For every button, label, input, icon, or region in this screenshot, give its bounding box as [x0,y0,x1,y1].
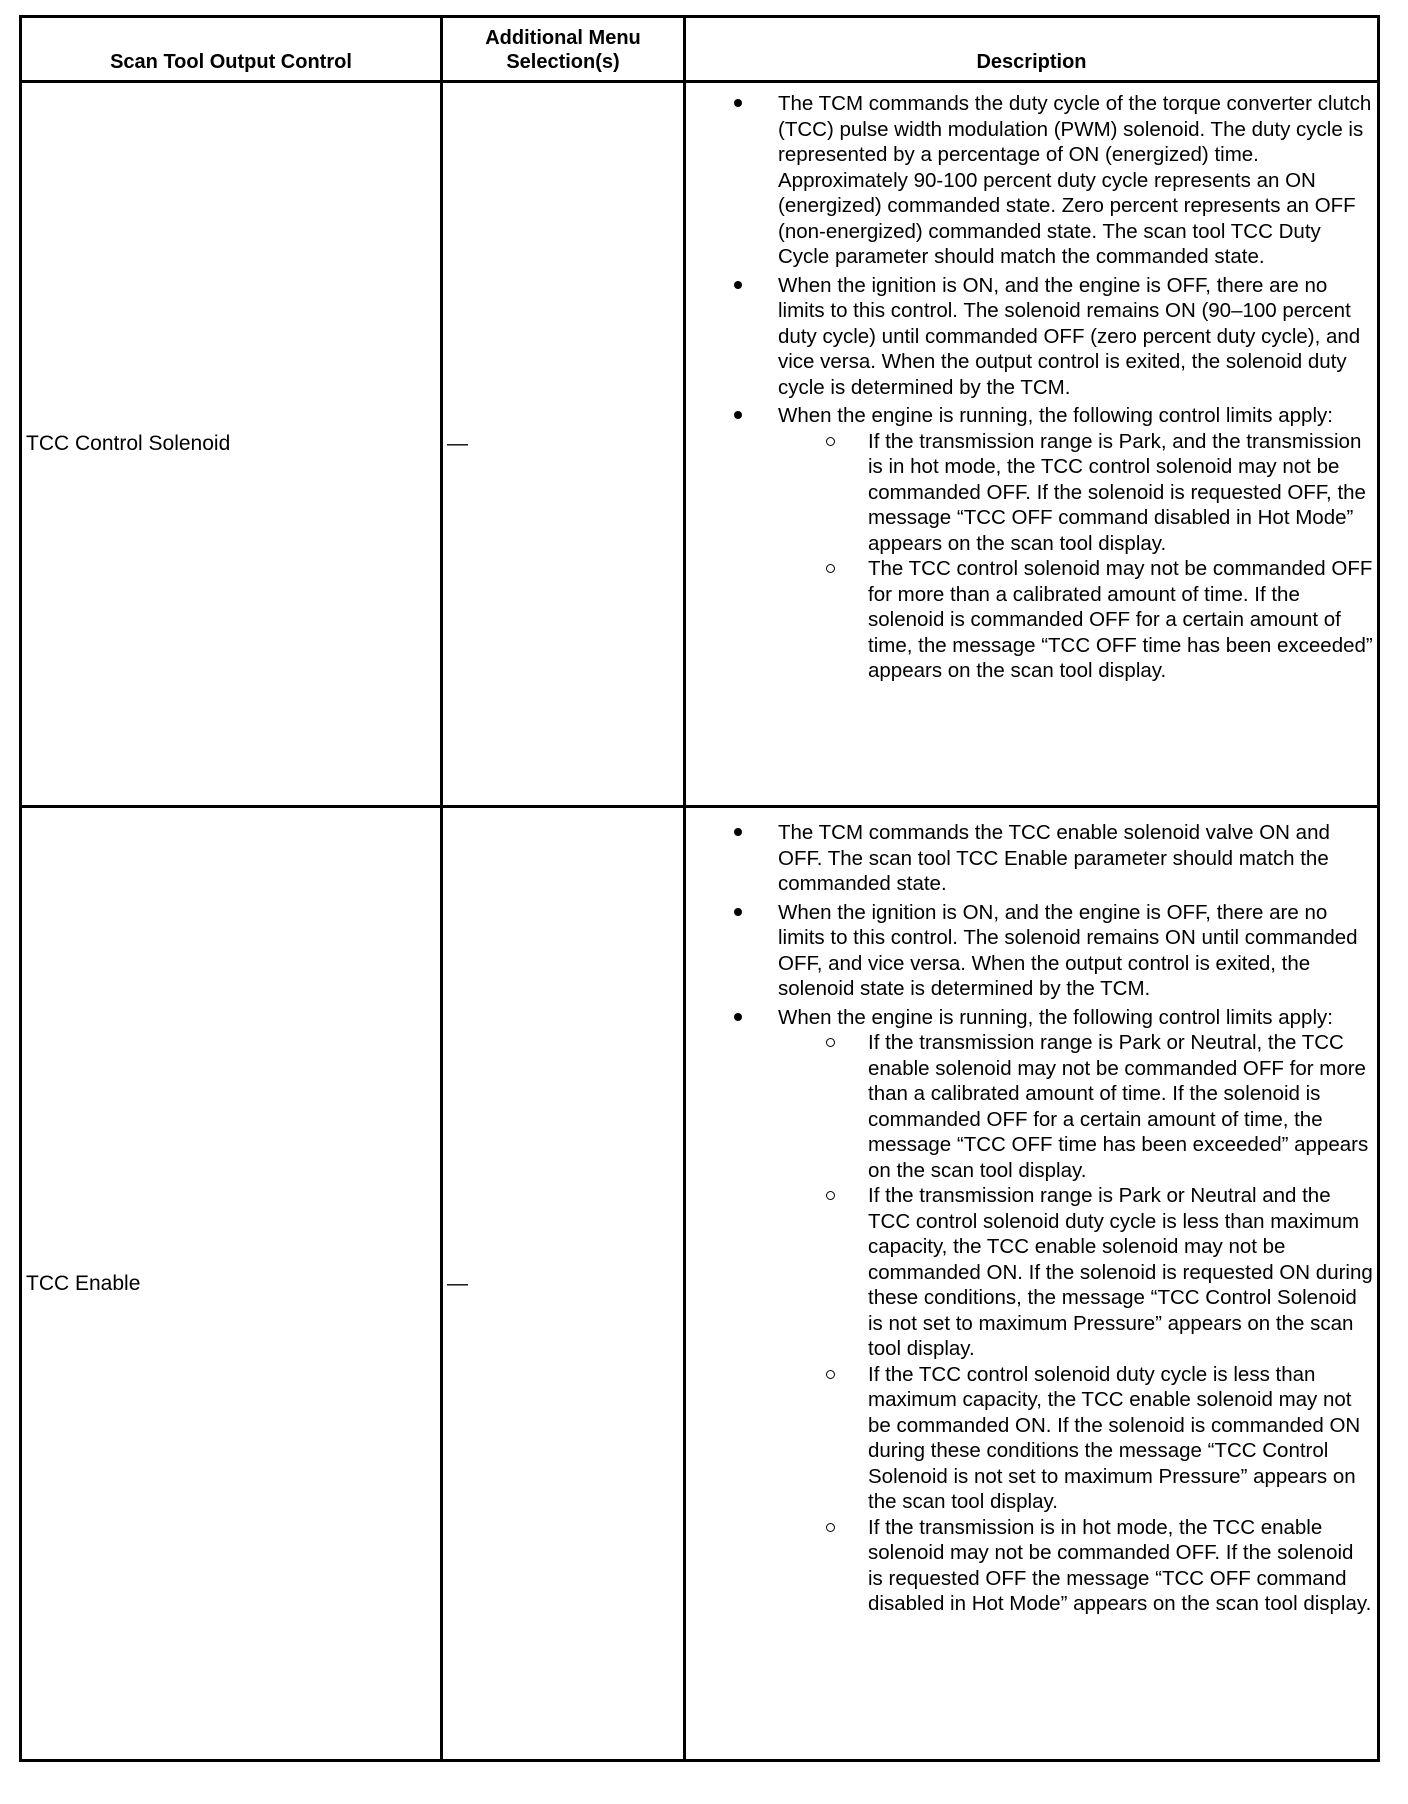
circle-bullet-icon [826,437,835,446]
description-subbullet: If the transmission range is Park, and the transmission is in hot mode, the TCC control solenoid may not be commanded OFF. If the solenoid is requested OFF, the message “TCC OFF command disabled in Hot Mode” appears on the scan tool display. [778,429,1373,557]
row-control-name: TCC Control Solenoid [21,82,442,807]
header-scan-tool-output-control: Scan Tool Output Control [21,17,442,82]
description-bullet: When the engine is running, the following control limits apply: If the transmission range is Park or Neutral, the TCC enable solenoid may not be commanded OFF for more than a calibrated amount of time. If the solenoid is commanded OFF for a certain amount of time, the message “TCC OFF time has been exceeded” appears on the scan tool display. If the transmission range is Park or Neutral and the TCC control solenoid duty cycle is less than maximum capacity, the TCC enable solenoid may not be commanded ON. If the solenoid is requested ON during these conditions, the message “TCC Control Solenoid is not set to maximum Pressure” appears on the scan tool display. If the TCC control solenoid duty cycle is less than maximum capacity, the TCC enable solenoid may not be commanded ON. If the solenoid is commanded ON during these conditions the message “TCC Control Solenoid is not set to maximum Pressure” appears on the scan tool display. If the transmission is in hot mode, the TCC enable solenoid may not be commanded OFF. If the solenoid is requested OFF the message “TCC OFF command disabled in Hot Mode” appears on the scan tool display. [686,1005,1377,1617]
bullet-icon [734,411,742,419]
bullet-icon [734,1013,742,1021]
description-bullet: When the ignition is ON, and the engine is OFF, there are no limits to this control. The solenoid remains ON until commanded OFF, and vice versa. When the output control is exited, the solenoid state is determined by the TCM. [686,900,1377,1002]
description-bullet: The TCM commands the duty cycle of the torque converter clutch (TCC) pulse width modulation (PWM) solenoid. The duty cycle is represented by a percentage of ON (energized) time. Approximately 90-100 percent duty cycle represents an ON (energized) commanded state. Zero percent represents an OFF (non-energized) commanded state. The scan tool TCC Duty Cycle parameter should match the commanded state. [686,91,1377,270]
bullet-icon [734,281,742,289]
header-row [21,17,1379,82]
bullet-icon [734,908,742,916]
description-subbullet: If the TCC control solenoid duty cycle is less than maximum capacity, the TCC enable solenoid may not be commanded ON. If the solenoid is commanded ON during these conditions the message “TCC Control Solenoid is not set to maximum Pressure” appears on the scan tool display. [778,1362,1373,1515]
description-bullet: When the ignition is ON, and the engine is OFF, there are no limits to this control. The solenoid remains ON (90–100 percent duty cycle) until commanded OFF (zero percent duty cycle), and vice versa. When the output control is exited, the solenoid duty cycle is determined by the TCM. [686,273,1377,401]
header-additional-menu-selections: Additional Menu Selection(s) [442,17,685,82]
circle-bullet-icon [826,1370,835,1379]
row-description [685,807,1379,1761]
description-subbullet: The TCC control solenoid may not be commanded OFF for more than a calibrated amount of time. If the solenoid is commanded OFF for a certain amount of time, the message “TCC OFF time has been exceeded” appears on the scan tool display. [778,556,1373,684]
table-row [21,807,1379,1761]
header-description: Description [685,17,1379,82]
description-subbullet: If the transmission range is Park or Neutral, the TCC enable solenoid may not be commanded OFF for more than a calibrated amount of time. If the solenoid is commanded OFF for a certain amount of time, the message “TCC OFF time has been exceeded” appears on the scan tool display. [778,1030,1373,1183]
description-bullet: The TCM commands the TCC enable solenoid valve ON and OFF. The scan tool TCC Enable parameter should match the commanded state. [686,820,1377,897]
table-row [21,82,1379,807]
circle-bullet-icon [826,1523,835,1532]
description-subbullet: If the transmission range is Park or Neutral and the TCC control solenoid duty cycle is less than maximum capacity, the TCC enable solenoid may not be commanded ON. If the solenoid is requested ON during these conditions, the message “TCC Control Solenoid is not set to maximum Pressure” appears on the scan tool display. [778,1183,1373,1362]
circle-bullet-icon [826,1191,835,1200]
row-menu-selection: — [442,807,685,1761]
row-control-name: TCC Enable [21,807,442,1761]
description-subbullet: If the transmission is in hot mode, the TCC enable solenoid may not be commanded OFF. If the solenoid is requested OFF the message “TCC OFF command disabled in Hot Mode” appears on the scan tool display. [778,1515,1373,1617]
bullet-icon [734,99,742,107]
row-description [685,82,1379,807]
description-bullet: When the engine is running, the following control limits apply: If the transmission range is Park, and the transmission is in hot mode, the TCC control solenoid may not be commanded OFF. If the solenoid is requested OFF, the message “TCC OFF command disabled in Hot Mode” appears on the scan tool display. The TCC control solenoid may not be commanded OFF for more than a calibrated amount of time. If the solenoid is commanded OFF for a certain amount of time, the message “TCC OFF time has been exceeded” appears on the scan tool display. [686,403,1377,684]
output-control-table [19,15,1380,1762]
bullet-icon [734,828,742,836]
circle-bullet-icon [826,564,835,573]
row-menu-selection: — [442,82,685,807]
circle-bullet-icon [826,1038,835,1047]
